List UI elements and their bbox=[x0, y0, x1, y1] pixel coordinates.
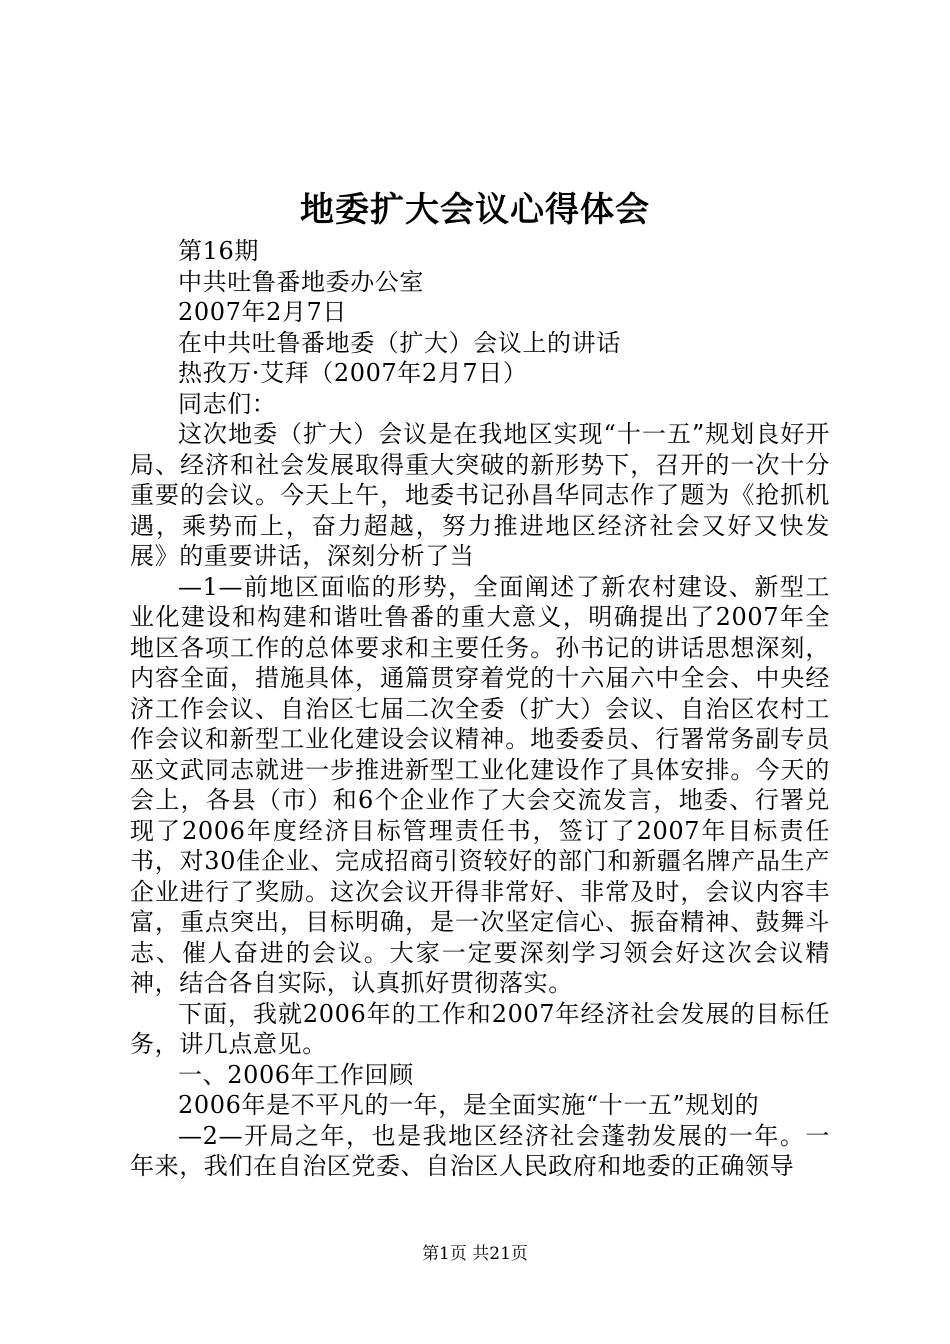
body-paragraph: 下面，我就2006年的工作和2007年经济社会发展的目标任务，讲几点意见。 bbox=[130, 999, 830, 1058]
body-paragraph: 2006年是不平凡的一年，是全面实施“十一五”规划的 bbox=[178, 1091, 760, 1119]
document-body bbox=[130, 236, 830, 1182]
section-heading: 一、2006年工作回顾 bbox=[178, 1060, 414, 1089]
body-paragraph: —2—开局之年，也是我地区经济社会蓬勃发展的一年。一年来，我们在自治区党委、自治区人民政府和地委的正确领导 bbox=[130, 1121, 830, 1180]
body-paragraph: —1—前地区面临的形势，全面阐述了新农村建设、新型工业化建设和构建和谐吐鲁番的重大意义，明确提出了2007年全地区各项工作的总体要求和主要任务。孙书记的讲话思想深刻，内容全面，措施具体，通篇贯穿着党的十六届六中全会、中央经济工作会议、自治区七届二次全委（扩大）会议、自治区农村工作会议和新型工业化建设会议精神。地委委员、行署常务副专员巫文武同志就进一步推进新型工业化建设作了具体安排。今天的会上，各县（市）和6个企业作了大会交流发言，地委、行署兑现了2006年度经济目标管理责任书，签订了2007年目标责任书，对30佳企业、完成招商引资较好的部门和新疆名牌产品生产企业进行了奖励。这次会议开得非常好、非常及时，会议内容丰富，重点突出，目标明确，是一次坚定信心、振奋精神、鼓舞斗志、催人奋进的会议。大家一定要深刻学习领会好这次会议精神，结合各自实际，认真抓好贯彻落实。 bbox=[130, 572, 830, 997]
salutation: 同志们： bbox=[178, 389, 277, 418]
issuing-office: 中共吐鲁番地委办公室 bbox=[178, 267, 424, 296]
issue-number: 第16期 bbox=[178, 237, 259, 265]
speech-title: 在中共吐鲁番地委（扩大）会议上的讲话 bbox=[178, 328, 621, 357]
document-title: 地委扩大会议心得体会 bbox=[300, 190, 650, 230]
body-paragraph: 这次地委（扩大）会议是在我地区实现“十一五”规划良好开局、经济和社会发展取得重大突破的新形势下，召开的一次十分重要的会议。今天上午，地委书记孙昌华同志作了题为《抢抓机遇，乘势而上，奋力超越，努力推进地区经济社会又好又快发展》的重要讲话，深刻分析了当 bbox=[130, 420, 830, 570]
page-footer: 第1页 共21页 bbox=[422, 1244, 528, 1264]
issue-date: 2007年2月7日 bbox=[178, 298, 348, 326]
speaker-line: 热孜万·艾拜（2007年2月7日） bbox=[178, 359, 528, 387]
